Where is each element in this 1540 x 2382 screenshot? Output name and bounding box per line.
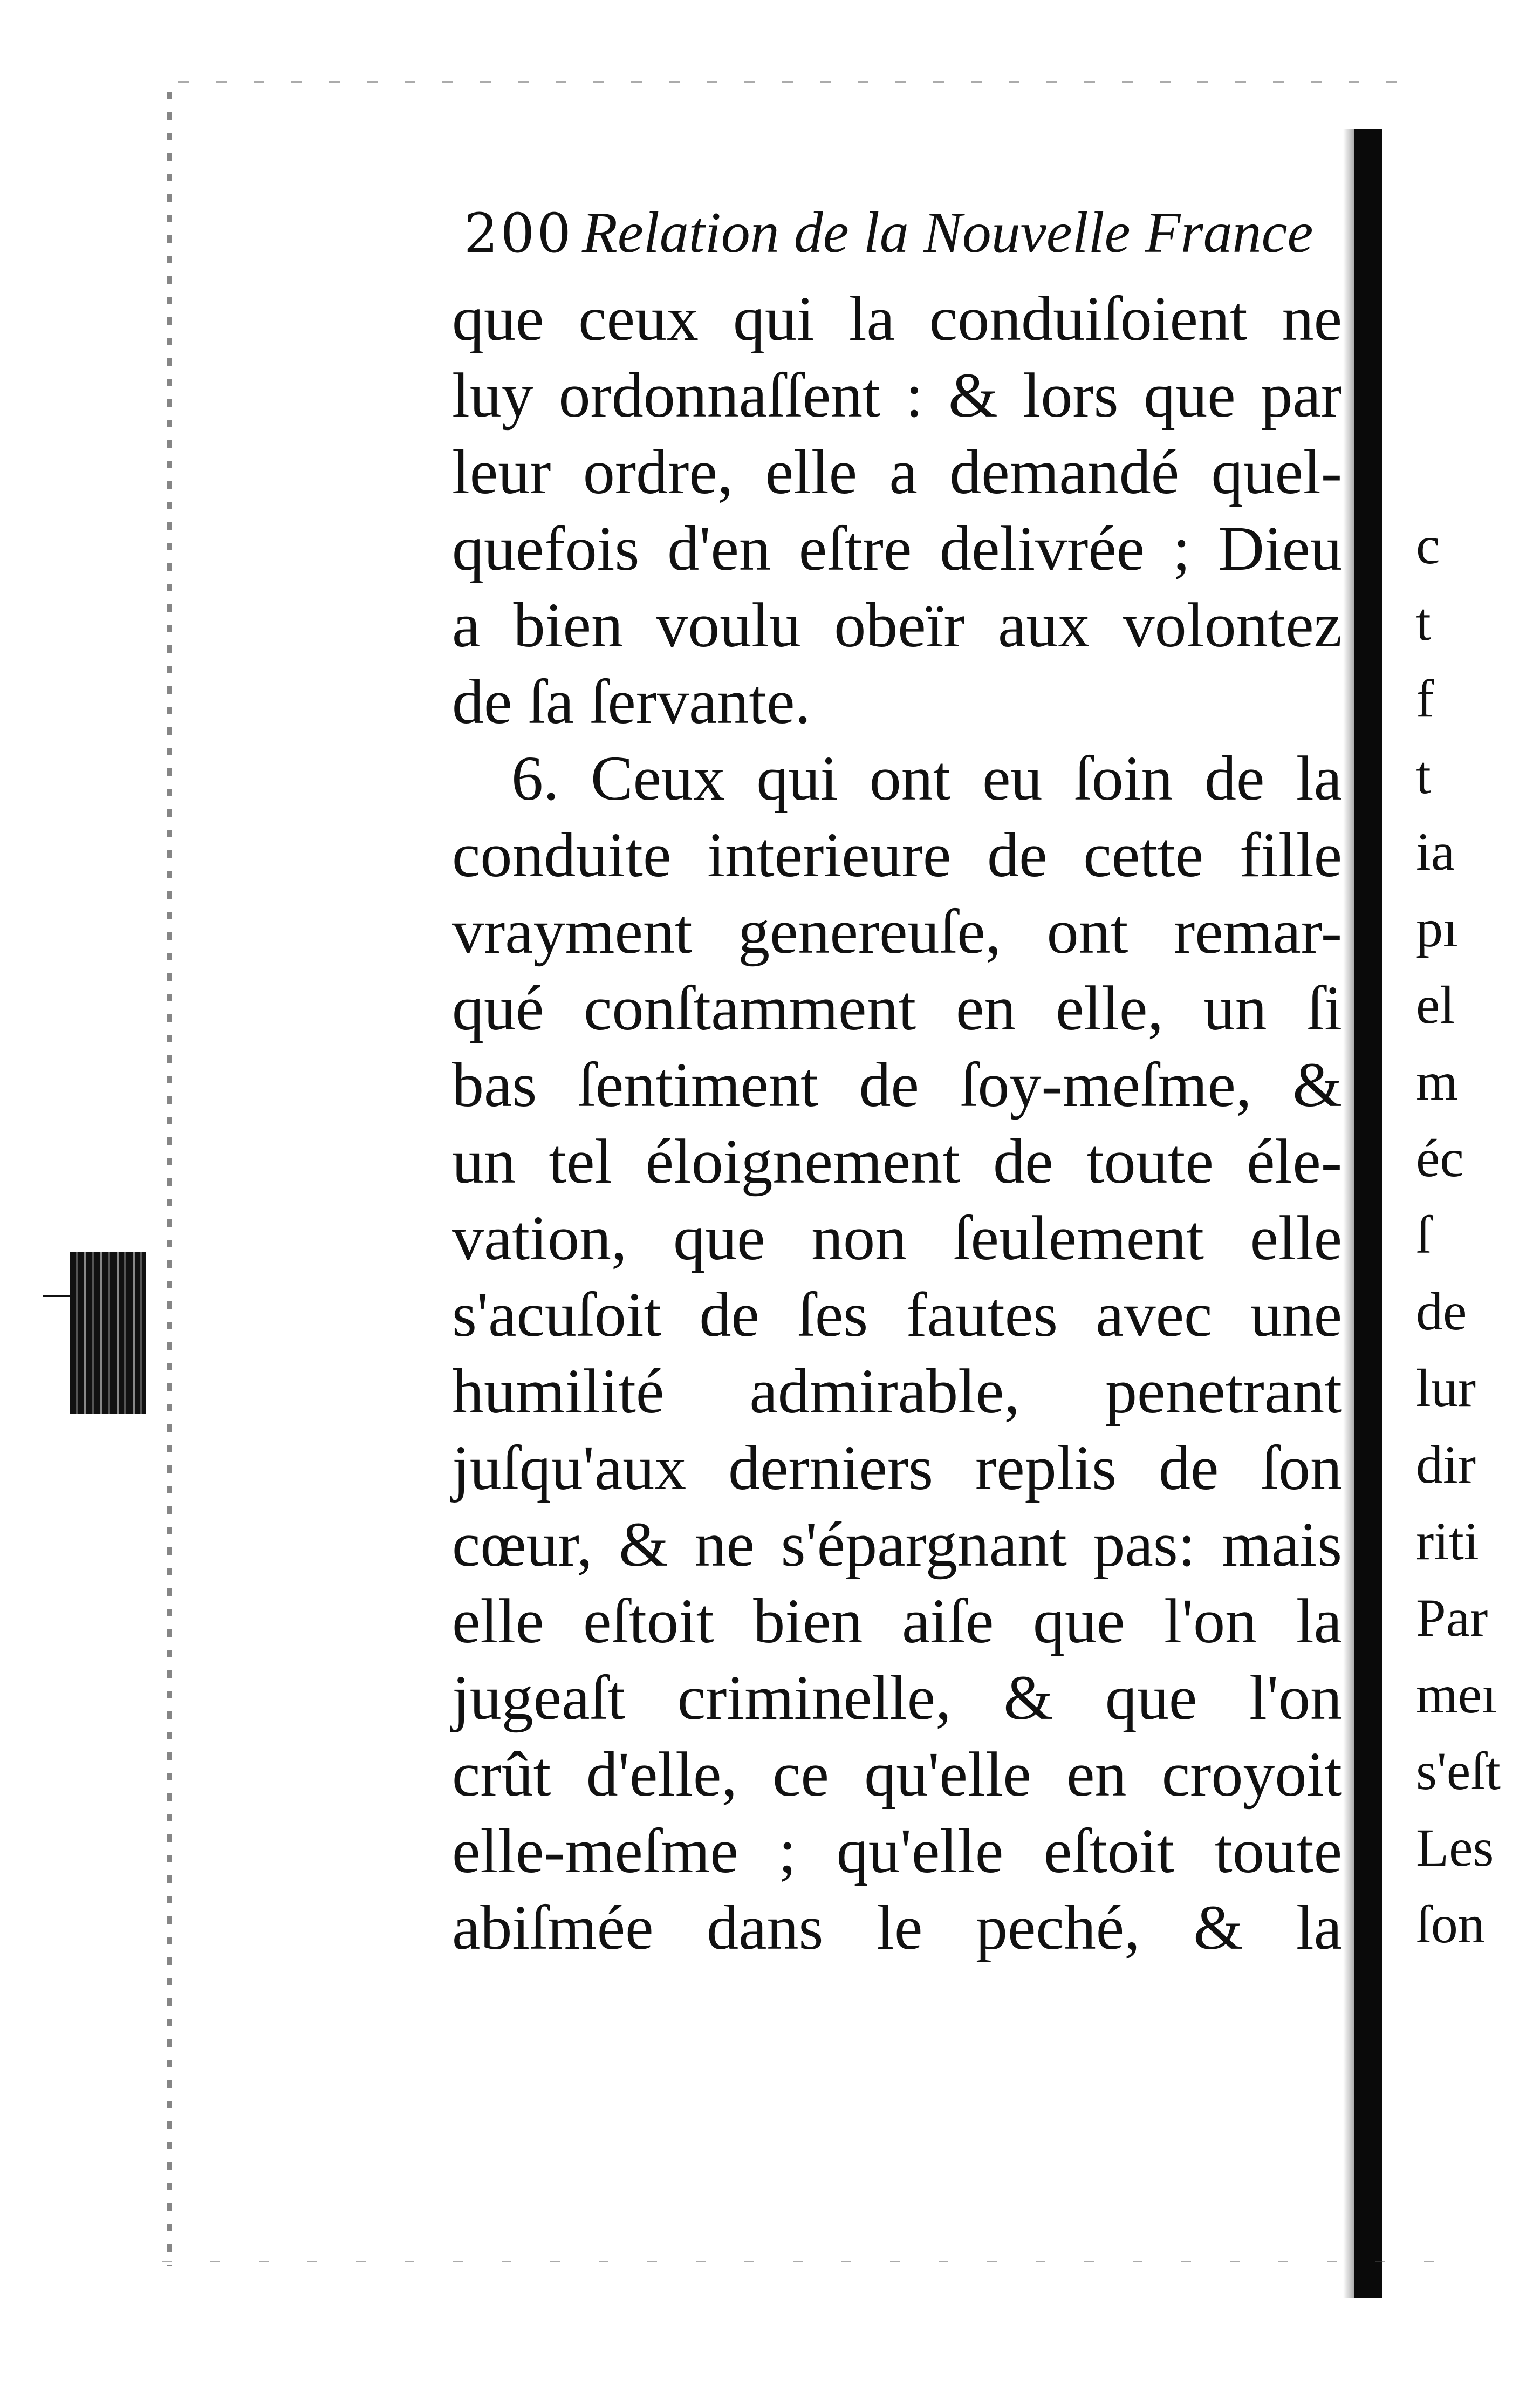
fragment-line: éc: [1416, 1128, 1464, 1188]
text-line: qué conſtamment en elle, un ſi: [452, 973, 1342, 1043]
text-line: un tel éloignement de toute éle-: [452, 1126, 1342, 1197]
text-line: crût d'elle, ce qu'elle en croyoit: [452, 1739, 1342, 1810]
text-line: jugeaſt criminelle, & que l'on: [452, 1662, 1342, 1733]
gutter-shade: [1343, 129, 1354, 2298]
fragment-line: de: [1416, 1281, 1467, 1341]
fragment-line: meı: [1416, 1664, 1497, 1724]
page-number: 200: [464, 202, 573, 265]
text-line: bas ſentiment de ſoy-meſme, &: [452, 1049, 1342, 1120]
text-line: vrayment genereuſe, ont remar-: [452, 896, 1342, 967]
fragment-line: ſon: [1416, 1894, 1485, 1954]
fragment-line: el: [1416, 975, 1455, 1035]
text-line: juſqu'aux derniers replis de ſon: [452, 1432, 1342, 1503]
gutter-bar: [1354, 129, 1382, 2298]
page-header: [464, 200, 1338, 281]
text-line: a bien voulu obeïr aux volontez: [452, 590, 1342, 660]
fragment-line: f: [1416, 668, 1434, 728]
running-title: Relation de la Nouvelle France: [581, 201, 1313, 265]
text-line: cœur, & ne s'épargnant pas: mais: [452, 1509, 1342, 1580]
body-text: [452, 281, 1342, 1966]
text-line: de ſa ſervante.: [452, 666, 811, 737]
fragment-line: s'eſt: [1416, 1741, 1501, 1801]
fragment-line: riti: [1416, 1511, 1479, 1571]
fragment-line: c: [1416, 515, 1440, 575]
text-line: elle eſtoit bien aiſe que l'on la: [452, 1586, 1342, 1656]
text-line: quefois d'en eſtre delivrée ; Dieu: [452, 513, 1342, 584]
fragment-line: lur: [1416, 1358, 1476, 1418]
page-edge-top: [178, 81, 1419, 83]
fragment-line: Par: [1416, 1588, 1488, 1648]
text-line: que ceux qui la conduiſoient ne: [452, 283, 1342, 354]
fragment-line: ſ: [1416, 1205, 1431, 1265]
fragment-line: t: [1416, 592, 1431, 652]
text-line: conduite interieure de cette fille: [452, 820, 1342, 890]
text-line: vation, que non ſeulement elle: [452, 1203, 1342, 1273]
text-line: abiſmée dans le peché, & la: [452, 1892, 1342, 1963]
fragment-line: pı: [1416, 898, 1458, 958]
fragment-line: ia: [1416, 822, 1455, 882]
binding-shadow: [70, 1252, 146, 1414]
fragment-line: dir: [1416, 1435, 1476, 1494]
page-edge-bottom: [162, 2261, 1456, 2262]
text-line: leur ordre, elle a demandé quel-: [452, 436, 1342, 507]
paragraph-start: 6. Ceux qui ont eu ſoin de la: [511, 743, 1342, 814]
fragment-line: Les: [1416, 1818, 1494, 1878]
text-line: luy ordonnaſſent : & lors que par: [452, 360, 1342, 431]
page-edge-left: [167, 92, 172, 2266]
fragment-line: m: [1416, 1052, 1458, 1111]
next-page-fragments: [1416, 507, 1513, 1963]
fragment-line: t: [1416, 745, 1431, 805]
text-line: elle-meſme ; qu'elle eſtoit toute: [452, 1815, 1342, 1886]
text-line: humilité admirable, penetrant: [452, 1356, 1342, 1427]
text-line: s'acuſoit de ſes fautes avec une: [452, 1279, 1342, 1350]
